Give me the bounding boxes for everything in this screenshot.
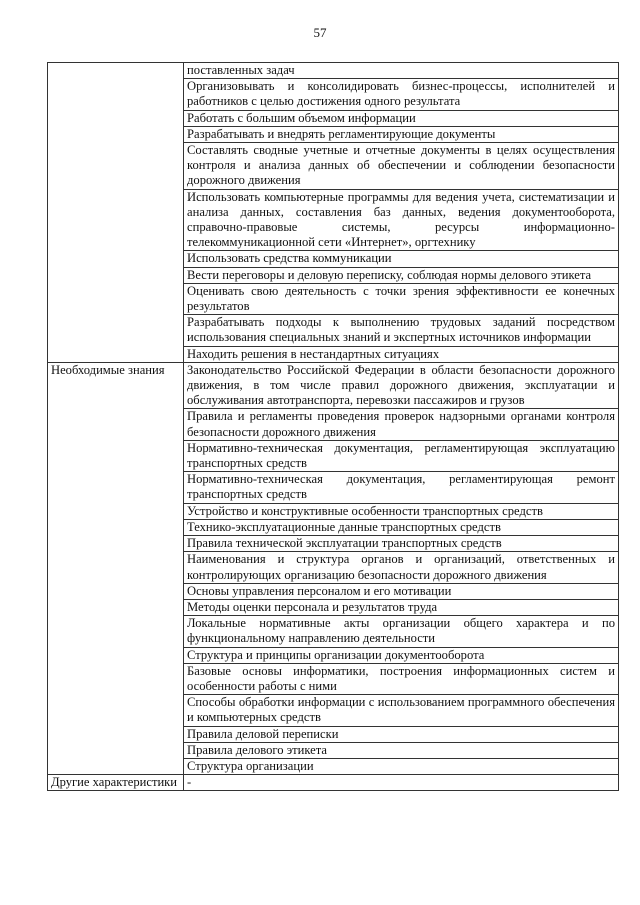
requirement-item: Нормативно-техническая документация, регламентирующая эксплуатацию транспортных средств [184, 440, 619, 471]
table-row [48, 63, 619, 79]
requirement-item: Разрабатывать и внедрять регламентирующие документы [184, 126, 619, 142]
requirement-item: Использовать средства коммуникации [184, 251, 619, 267]
requirement-item: Основы управления персоналом и его мотивации [184, 583, 619, 599]
requirement-item: Нормативно-техническая документация, регламентирующая ремонт транспортных средств [184, 472, 619, 503]
requirement-item: Правила технической эксплуатации транспортных средств [184, 536, 619, 552]
page-number: 57 [313, 25, 327, 40]
requirement-item: Организовывать и консолидировать бизнес-процессы, исполнителей и работников с целью достижения одного результата [184, 79, 619, 110]
requirement-item: поставленных задач [184, 63, 619, 79]
table-row [48, 362, 619, 409]
requirement-item: Законодательство Российской Федерации в области безопасности дорожного движения, в том числе правил дорожного движения, эксплуатации и обслуживания автотранспорта, перевозки пассажиров и грузов [184, 362, 619, 409]
requirement-item: Разрабатывать подходы к выполнению трудовых заданий посредством использования специальных знаний и экспертных источников информации [184, 315, 619, 346]
requirement-item: Технико-эксплуатационные данные транспортных средств [184, 519, 619, 535]
section-label [48, 63, 184, 363]
requirement-item: Правила деловой переписки [184, 726, 619, 742]
table-row [48, 775, 619, 791]
requirement-item: Правила делового этикета [184, 742, 619, 758]
requirement-item: Оценивать свою деятельность с точки зрения эффективности ее конечных результатов [184, 283, 619, 314]
section-label: Другие характеристики [48, 775, 184, 791]
section-label: Необходимые знания [48, 362, 184, 774]
requirement-item: Работать с большим объемом информации [184, 110, 619, 126]
requirement-item: Методы оценки персонала и результатов труда [184, 599, 619, 615]
requirement-item: Находить решения в нестандартных ситуациях [184, 346, 619, 362]
requirement-item: Использовать компьютерные программы для ведения учета, систематизации и анализа данных, составления баз данных, ведения документооборота, справочно-правовые системы, ресурсы информационно-телекоммуникационной сети «Интернет», оргтехнику [184, 189, 619, 251]
requirement-item: Устройство и конструктивные особенности транспортных средств [184, 503, 619, 519]
qualification-table [47, 62, 619, 791]
requirement-item: Правила и регламенты проведения проверок надзорными органами контроля безопасности дорожного движения [184, 409, 619, 440]
requirement-item: Локальные нормативные акты организации общего характера и по функциональному направлению деятельности [184, 616, 619, 647]
requirement-item: Вести переговоры и деловую переписку, соблюдая нормы делового этикета [184, 267, 619, 283]
requirement-item: Составлять сводные учетные и отчетные документы в целях осуществления контроля и анализа данных об обеспечении и соблюдении безопасности дорожного движения [184, 143, 619, 190]
requirement-item: Наименования и структура органов и организаций, ответственных и контролирующих организацию безопасности дорожного движения [184, 552, 619, 583]
requirement-item: - [184, 775, 619, 791]
qualification-table-body [48, 63, 619, 791]
requirement-item: Структура организации [184, 758, 619, 774]
requirement-item: Структура и принципы организации документооборота [184, 647, 619, 663]
requirement-item: Способы обработки информации с использованием программного обеспечения и компьютерных средств [184, 695, 619, 726]
requirement-item: Базовые основы информатики, построения информационных систем и особенности работы с ними [184, 663, 619, 694]
